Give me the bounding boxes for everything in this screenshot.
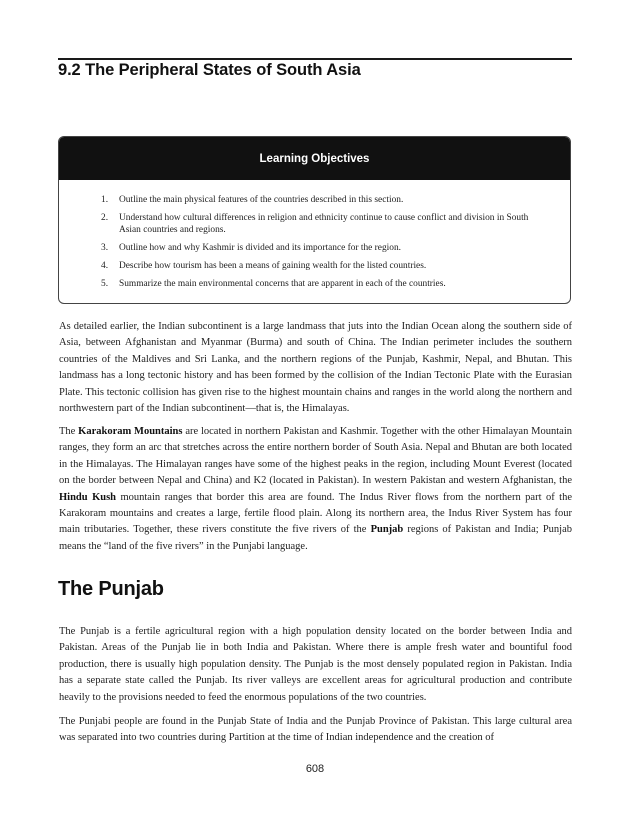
paragraph-punjab: The Punjab is a fertile agricultural region with a high population density located on the border between India and Pakistan. Areas of the Punjab lie in both India and Pakistan. Where there is ample fresh water and bountiful food production, there is usually high population density. The Punjab is the most densely populated region in Pakistan. India has a separate state called the Punjab. Its river valleys are excellent areas for agricultural production and contribute heavily to the provisions needed to feed the enormous populations of the two countries. — [59, 626, 572, 703]
list-item: 5. Summarize the main environmental concerns that are apparent in each of the countries. — [101, 278, 446, 289]
section-title: 9.2 The Peripheral States of South Asia — [58, 61, 361, 79]
term-hindu-kush: Hindu Kush — [59, 491, 116, 503]
term-karakoram: Karakoram Mountains — [78, 426, 183, 437]
paragraph-mountains: The Karakoram Mountains are located in northern Pakistan and Kashmir. Together with the other Himalayan Mountain ranges, they form an arc that stretches across the entire northern border of South Asia. Nepal and Bhutan are both located in the Himalayas. The Himalayan ranges have some of the highest peaks in the region, including Mount Everest (located on the border between Nepal and China) and K2 (located in Pakistan). In western Pakistan and western Afghanistan, the Hindu Kush mountain ranges that border this area are found. The Indus River flows from the northern part of the Karakoram mountains and creates a large, fertile flood plain. Along its northern area, the Indus River System has four main tributaries. Together, these rivers constitute the five rivers of the Punjab regions of Pakistan and India; Punjab means the “land of the five rivers” in the Punjabi language. — [59, 426, 573, 552]
list-item: 1. Outline the main physical features of the countries described in this section. — [101, 195, 404, 205]
paragraph-punjabi-people: The Punjabi people are found in the Punjab State of India and the Punjab Province of Pakistan. This large cultural area was separated into two countries during Partition at the time of Indian independence and the creation of — [59, 716, 572, 744]
list-item: 4. Describe how tourism has been a means of gaining wealth for the listed countries. — [101, 260, 427, 271]
paragraph-intro: As detailed earlier, the Indian subcontinent is a large landmass that juts into the Indian Ocean along the southern side of Asia, between Afghanistan and Myanmar (Burma) and south of China. The Indian perimeter includes the southern countries of the Maldives and Sri Lanka, and the northern regions of the Punjab, Kashmir, Nepal, and Bhutan. This landmass has a long tectonic history and has been formed by the collision of the Indian Tectonic Plate with the Eurasian Plate. This tectonic collision has given rise to the highest mountain chains and ranges in the world along the northern and northwestern part of the Indian subcontinent—that is, the Himalayas. — [59, 321, 572, 415]
learning-objectives-list — [101, 194, 551, 295]
list-item: 3. Outline how and why Kashmir is divided and its importance for the region. — [101, 243, 401, 254]
page-number: 608 — [305, 763, 325, 775]
learning-objectives-box — [58, 136, 571, 304]
heading-punjab: The Punjab — [58, 578, 164, 600]
list-item: 2. Understand how cultural differences in religion and ethnicity continue to cause conflict and division in South Asian countries and regions. — [101, 212, 529, 236]
learning-objectives-header: Learning Objectives — [59, 137, 570, 180]
term-punjab: Punjab — [370, 524, 404, 536]
top-rule — [58, 58, 572, 60]
